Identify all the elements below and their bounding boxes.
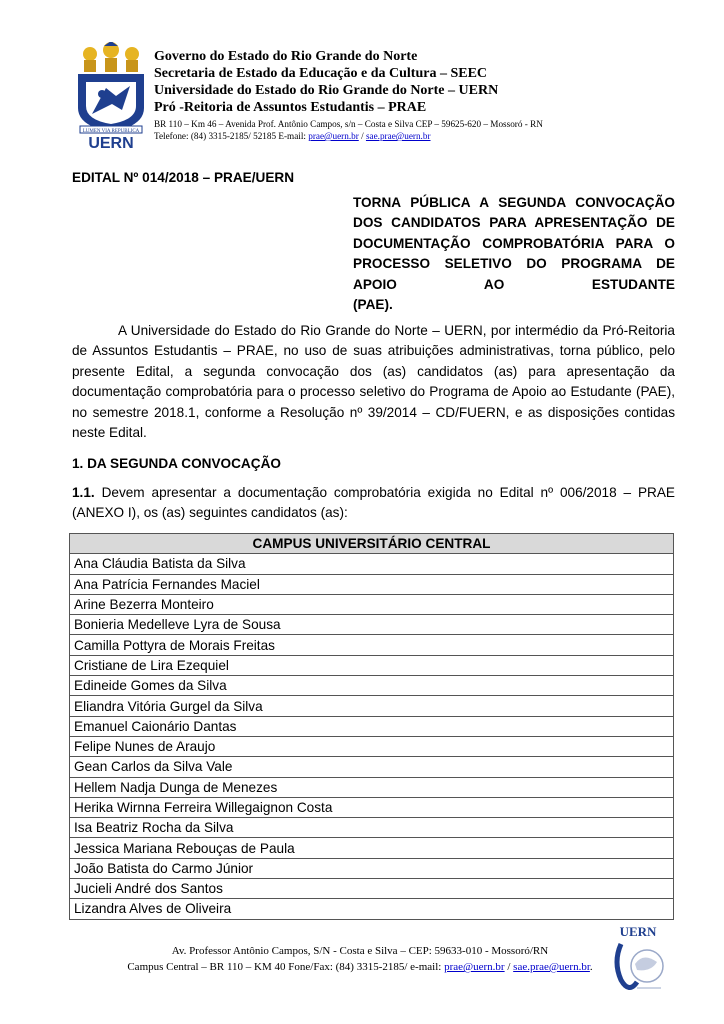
edital-title: EDITAL Nº 014/2018 – PRAE/UERN [72, 170, 295, 185]
table-row [70, 879, 674, 899]
candidate-name: Isa Beatriz Rocha da Silva [70, 818, 674, 838]
footer-email-link-1[interactable]: prae@uern.br [444, 961, 505, 973]
item-number: 1.1. [72, 485, 95, 500]
header-phone: Telefone: (84) 3315-2185/ 52185 E-mail: [154, 131, 309, 141]
table-row [70, 696, 674, 716]
footer-email-link-2[interactable]: sae.prae@uern.br [513, 961, 590, 973]
candidate-name: Ana Patrícia Fernandes Maciel [70, 574, 674, 594]
table-row [70, 736, 674, 756]
logo-text: UERN [88, 135, 134, 150]
candidate-name: Bonieria Medelleve Lyra de Sousa [70, 615, 674, 635]
candidate-name: Lizandra Alves de Oliveira [70, 899, 674, 919]
intro-text: A Universidade do Estado do Rio Grande do Norte – UERN, por intermédio da Pró-Reitoria de Assuntos Estudantis – PRAE, no uso de suas atribuições administrativas, torna público, pelo presente Edital, a segunda convocação dos (as) candidatos (as) para apresentação da documentação comprobatória para o processo seletivo do Programa de Apoio ao Estudante (PAE), no semestre 2018.1, conforme a Resolução nº 39/2014 – CD/FUERN, e as disposições contidas neste Edital. [72, 323, 675, 441]
header-email-link-1[interactable]: prae@uern.br [308, 131, 359, 141]
table-row [70, 858, 674, 878]
logo-motto: LUMEN VIA REPUBLICA [82, 129, 140, 134]
table-header-row [70, 534, 674, 554]
candidate-name: João Batista do Carmo Júnior [70, 858, 674, 878]
header-separator: / [358, 131, 366, 141]
candidate-name: Ana Cláudia Batista da Silva [70, 554, 674, 574]
candidate-name: Herika Wirnna Ferreira Willegaignon Costa [70, 797, 674, 817]
table-row [70, 757, 674, 777]
candidate-name: Cristiane de Lira Ezequiel [70, 655, 674, 675]
candidate-name: Arine Bezerra Monteiro [70, 594, 674, 614]
header-prae: Pró -Reitoria de Assuntos Estudantis – PRAE [154, 100, 427, 115]
table-row [70, 899, 674, 919]
footer-address: Av. Professor Antônio Campos, S/N - Costa e Silva – CEP: 59633-010 - Mossoró/RN [171, 945, 549, 957]
table-row [70, 635, 674, 655]
page-footer [120, 943, 600, 975]
footer-separator: / [504, 961, 514, 973]
candidates-table [69, 533, 674, 920]
table-row [70, 676, 674, 696]
section-title: 1. DA SEGUNDA CONVOCAÇÃO [72, 456, 281, 471]
footer-logo-text: UERN [619, 924, 657, 939]
footer-suffix: . [589, 961, 593, 973]
uern-anniversary-logo-icon [607, 922, 669, 1000]
ementa-text: TORNA PÚBLICA A SEGUNDA CONVOCAÇÃO DOS CANDIDATOS PARA APRESENTAÇÃO DE DOCUMENTAÇÃO COMPROBATÓRIA PARA O PROCESSO SELETIVO DO PROGRAMA DE APOIO AO ESTUDANTE [353, 195, 675, 292]
item-text: Devem apresentar a documentação comprobatória exigida no Edital nº 006/2018 – PRAE (ANEXO I), os (as) seguintes candidatos (as): [72, 485, 675, 521]
table-row [70, 797, 674, 817]
table-row [70, 818, 674, 838]
header-contact [154, 130, 543, 142]
candidate-name: Jucieli André dos Santos [70, 879, 674, 899]
letterhead-text [154, 48, 543, 142]
table-row [70, 716, 674, 736]
candidate-name: Edineide Gomes da Silva [70, 676, 674, 696]
header-email-link-2[interactable]: sae.prae@uern.br [365, 131, 431, 141]
header-secretariat: Secretaria de Estado da Educação e da Cultura – SEEC [154, 66, 488, 81]
candidate-name: Jessica Mariana Rebouças de Paula [70, 838, 674, 858]
header-government: Governo do Estado do Rio Grande do Norte [154, 49, 418, 64]
table-row [70, 777, 674, 797]
table-row [70, 574, 674, 594]
candidate-name: Eliandra Vitória Gurgel da Silva [70, 696, 674, 716]
table-row [70, 655, 674, 675]
header-address: BR 110 – Km 46 – Avenida Prof. Antônio Campos, s/n – Costa e Silva CEP – 59625-620 – Mossoró - RN [154, 119, 543, 129]
letterhead [72, 40, 672, 152]
footer-contact [120, 959, 600, 975]
intro-paragraph [72, 321, 675, 443]
uern-crest-icon [72, 42, 150, 150]
candidate-name: Hellem Nadja Dunga de Menezes [70, 777, 674, 797]
candidate-name: Emanuel Caionário Dantas [70, 716, 674, 736]
footer-campus: Campus Central – BR 110 – KM 40 Fone/Fax: (84) 3315-2185/ e-mail: [127, 961, 445, 973]
table-row [70, 554, 674, 574]
ementa-last: (PAE). [353, 297, 393, 313]
table-row [70, 615, 674, 635]
table-row [70, 594, 674, 614]
table-header: CAMPUS UNIVERSITÁRIO CENTRAL [70, 534, 674, 554]
candidate-name: Gean Carlos da Silva Vale [70, 757, 674, 777]
header-university: Universidade do Estado do Rio Grande do Norte – UERN [154, 83, 499, 98]
ementa [353, 193, 675, 315]
table-row [70, 838, 674, 858]
candidate-name: Felipe Nunes de Araujo [70, 736, 674, 756]
candidate-name: Camilla Pottyra de Morais Freitas [70, 635, 674, 655]
item-1-1 [72, 483, 675, 524]
